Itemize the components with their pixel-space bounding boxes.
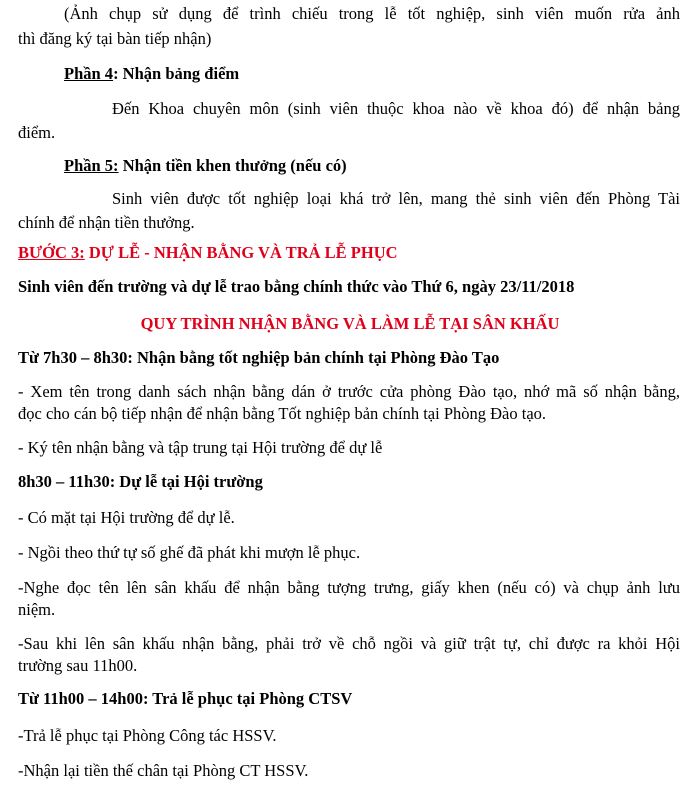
paragraph-line: -Nghe đọc tên lên sân khấu để nhận bằng tượng trưng, giấy khen (nếu có) và chụp ảnh lưu [18,578,680,597]
paragraph-line: Đến Khoa chuyên môn (sinh viên thuộc khoa nào về khoa đó) để nhận bảng [112,99,680,118]
paragraph-line: thì đăng ký tại bàn tiếp nhận) [18,29,212,48]
paragraph-line: -Sau khi lên sân khấu nhận bằng, phải trở về chỗ ngồi và giữ trật tự, chỉ được ra khỏi Hội [18,634,680,653]
section-title: : Nhận bảng điểm [113,64,240,83]
time-slot-heading: Từ 11h00 – 14h00: Trả lễ phục tại Phòng CTSV [18,689,353,708]
paragraph-line: -Nhận lại tiền thế chân tại Phòng CT HSSV. [18,761,309,780]
paragraph-line: trường sau 11h00. [18,656,138,675]
paragraph-line: chính để nhận tiền thưởng. [18,213,195,232]
time-slot-heading: 8h30 – 11h30: Dự lễ tại Hội trường [18,472,263,491]
section-label: Phần 5: [64,156,119,175]
paragraph-line: niệm. [18,600,56,619]
paragraph-line: - Có mặt tại Hội trường để dự lễ. [18,508,235,527]
step-title: DỰ LỄ - NHẬN BẰNG VÀ TRẢ LỄ PHỤC [84,243,398,262]
paragraph-line: điểm. [18,123,56,142]
paragraph-line: Sinh viên được tốt nghiệp loại khá trở lên, mang thẻ sinh viên đến Phòng Tài [112,189,680,208]
paragraph-line: - Xem tên trong danh sách nhận bằng dán ở trước cửa phòng Đào tạo, nhớ mã số nhận bằng, [18,382,680,401]
paragraph-line: -Trả lễ phục tại Phòng Công tác HSSV. [18,726,277,745]
paragraph-line: (Ảnh chụp sử dụng để trình chiếu trong lễ tốt nghiệp, sinh viên muốn rửa ảnh [64,4,680,23]
procedure-title: QUY TRÌNH NHẬN BẰNG VÀ LÀM LỄ TẠI SÂN KHẤU [140,314,560,333]
paragraph-line: - Ký tên nhận bằng và tập trung tại Hội trường để dự lễ [18,438,383,457]
paragraph-line: - Ngồi theo thứ tự số ghế đã phát khi mượn lễ phục. [18,543,361,562]
step-heading [18,243,398,263]
time-slot-heading: Từ 7h30 – 8h30: Nhận bằng tốt nghiệp bản chính tại Phòng Đào Tạo [18,348,500,367]
section-label: Phần 4 [64,64,114,83]
ceremony-date: Sinh viên đến trường và dự lễ trao bằng chính thức vào Thứ 6, ngày 23/11/2018 [18,277,575,296]
section-heading-part5 [64,156,347,176]
section-heading-part4 [64,64,239,84]
paragraph-line: đọc cho cán bộ tiếp nhận để nhận bằng Tốt nghiệp bản chính tại Phòng Đào tạo. [18,404,547,423]
section-title: Nhận tiền khen thưởng (nếu có) [118,156,347,175]
step-label: BƯỚC 3: [18,243,85,262]
